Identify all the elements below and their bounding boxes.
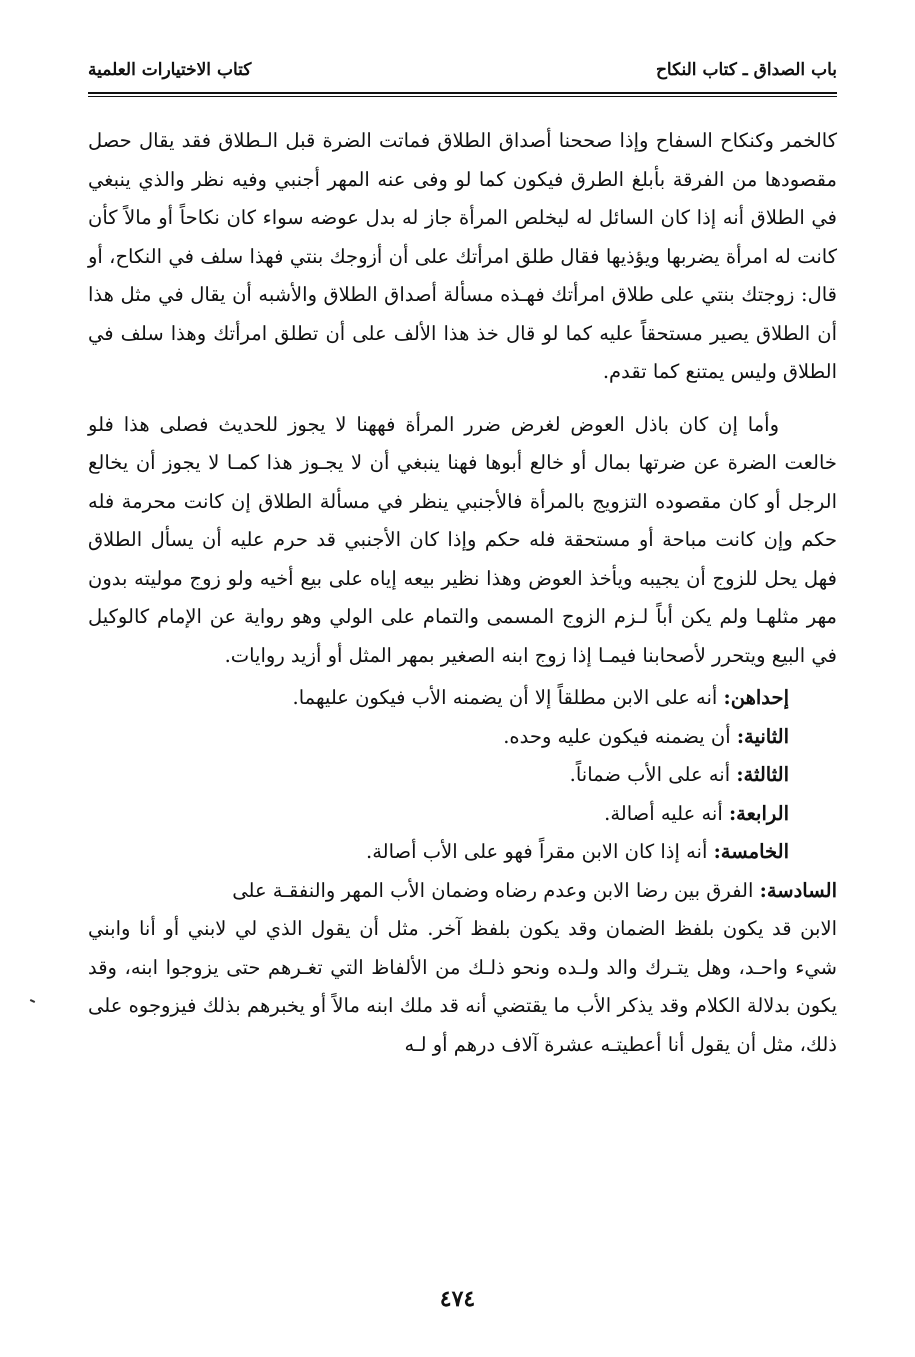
list-item-text: أنه على الأب ضماناً. [569, 763, 731, 786]
list-item-key: الرابعة: [728, 801, 789, 825]
list-item-key: الثانية: [736, 724, 789, 748]
list-item [88, 795, 789, 834]
list-item-key: الخامسة: [713, 840, 789, 863]
list-item [88, 872, 837, 911]
list-item-text: أنه على الابن مطلقاً إلا أن يضمنه الأب فيكون عليهما. [292, 686, 718, 709]
paragraph-1: كالخمر وكنكاح السفاح وإذا صححنا أصداق الطلاق فماتت الضرة قبل الـطلاق فقد يقال حصل مقصودها من الفرقة بأبلغ الطرق فيكون كما لو وفى عنه المهر أجنبي وفيه نظر والذي ينبغي في الطلاق أنه إذا كان السائل له ليخلص المرأة جاز له بدل عوضه سواء كان نكاحاً أو مالاً كأن كانت له امرأة يضربها ويؤذيها فقال طلق امرأتك على أن أزوجك بنتي فهذا سلف في النكاح، أو قال: زوجتك بنتي على طلاق امرأتك فهـذه مسألة أصداق الطلاق والأشبه أن يقال في مثل هذا أن الطلاق يصير مستحقاً عليه كما لو قال خذ هذا الألف على أن تطلق امرأتك وهذا سلف في الطلاق وليس يمتنع كما تقدم. [88, 129, 837, 383]
margin-mark [30, 999, 35, 1003]
list-item-text: أنه إذا كان الابن مقراً فهو على الأب أصالة. [366, 840, 708, 863]
list-item-key: السادسة: [759, 878, 837, 902]
narrations-list [88, 679, 837, 910]
list-item-text: أنه عليه أصالة. [604, 801, 723, 825]
header-rule-thin [88, 96, 837, 97]
list-item-key: إحداهن: [723, 686, 789, 709]
list-item-text: الفرق بين رضا الابن وعدم رضاه وضمان الأب المهر والنفقـة على [232, 878, 754, 902]
running-header [88, 55, 837, 85]
page-number: ٤٧٤ [439, 1286, 476, 1312]
list-item-key: الثالثة: [736, 763, 789, 786]
paragraph-2: وأما إن كان باذل العوض لغرض ضرر المرأة فههنا لا يجوز للحديث فصلى هذا فلو خالعت الضرة عن ضرتها بمال أو خالع أبوها فهنا ينبغي أن لا يجـوز هذا كمـا لا يجوز أن يخالع الرجل أو كان مقصوده التزويج بالمرأة فالأجنبي ينظر في مسألة الطلاق إن كانت محرمة فله حكم وإن كانت مباحة أو مستحقة فله حكم وإذا كان الأجنبي قد حرم عليه أن يسأل الطلاق فهل يحل للزوج أن يجيبه ويأخذ العوض وهذا نظير بيعه إياه على بيع أخيه ولو زوج موليته بدون مهر مثلهـا ولم يكن أباً لـزم الزوج المسمى والتمام على الولي وهو رواية عن الإمام كالوكيل في البيع ويتحرر لأصحابنا فيمـا إذا زوج ابنه الصغير بمهر المثل أو أزيد روايات. [88, 412, 837, 667]
body-text [88, 122, 837, 1267]
book-title: كتاب الاختيارات العلمية [88, 60, 252, 80]
list-item [88, 756, 789, 795]
list-item [88, 718, 789, 757]
continuation-paragraph: الابن قد يكون بلفظ الضمان وقد يكون بلفظ آخر. مثل أن يقول الذي لي لابني أو أنا وابني شيء واحـد، وهل يتـرك والد ولـده ونحو ذلـك من الألفاظ التي تغـرهم حتى يزوجوا ابنه، وقد يكون بدلالة الكلام وقد يذكر الأب ما يقتضي أنه قد ملك ابنه مالاً أو يخبرهم بذلك فيزوجوه على ذلك، مثل أن يقول أنا أعطيتـه عشرة آلاف درهم أو لـه [88, 917, 837, 1056]
list-item-text: أن يضمنه فيكون عليه وحده. [503, 724, 731, 748]
header-rule-thick [88, 92, 837, 94]
list-item [88, 833, 789, 872]
list-item [88, 679, 789, 718]
chapter-title: باب الصداق ـ كتاب النكاح [655, 60, 837, 80]
